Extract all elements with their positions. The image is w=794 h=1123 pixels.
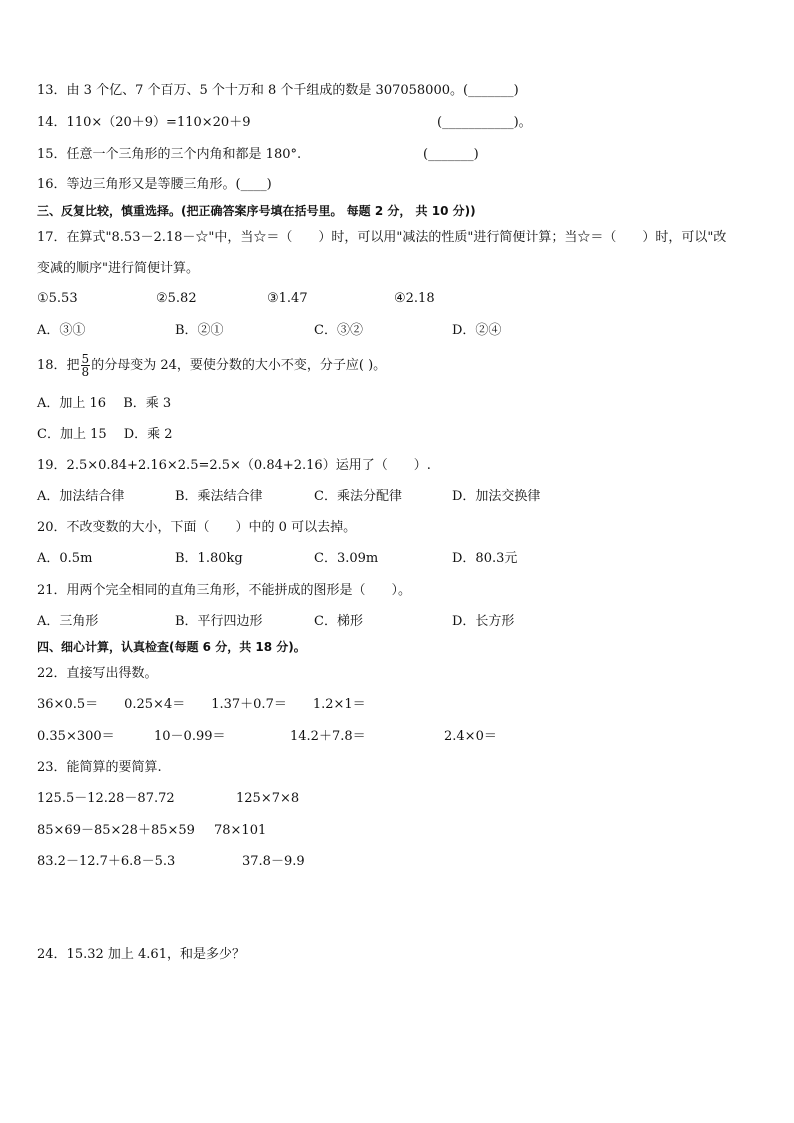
question-17-option-a[interactable]: A．③①: [37, 323, 86, 338]
question-18: [37, 353, 386, 379]
question-22: 22．直接写出得数。: [37, 666, 158, 681]
question-19-option-d[interactable]: D．加法交换律: [452, 489, 541, 504]
fraction-five-eighths: [81, 353, 91, 378]
question-17-item-3: ③1.47: [267, 291, 308, 306]
question-20-option-d[interactable]: D．80.3元: [452, 551, 518, 566]
question-14-answer-blank[interactable]: (___________)。: [437, 115, 532, 130]
question-23-expr-5: 83.2－12.7＋6.8－5.3: [37, 854, 176, 869]
question-24: 24．15.32 加上 4.61，和是多少？: [37, 947, 245, 962]
question-21-option-a[interactable]: A．三角形: [37, 614, 99, 629]
question-18-options-ab[interactable]: A．加上 16 B．乘 3: [37, 396, 172, 411]
question-17-item-1: ①5.53: [37, 291, 78, 306]
question-19-option-c[interactable]: C．乘法分配律: [314, 489, 402, 504]
section-3-heading: 三、反复比较，慎重选择。(把正确答案序号填在括号里。 每题 2 分， 共 10 分)): [37, 204, 476, 218]
question-17-option-d[interactable]: D．②④: [452, 323, 502, 338]
question-20-option-c[interactable]: C．3.09m: [314, 551, 379, 566]
question-17-item-2: ②5.82: [156, 291, 197, 306]
question-18-suffix: 的分母变为 24，要使分数的大小不变，分子应( )。: [91, 358, 387, 373]
question-21-option-b[interactable]: B．平行四边形: [175, 614, 263, 629]
question-22-row-1: 36×0.5＝ 0.25×4＝ 1.37＋0.7＝ 1.2×1＝: [37, 697, 366, 712]
question-17-line-1: 17．在算式"8.53－2.18－☆"中，当☆＝（ ）时，可以用"减法的性质"进行简便计算；当☆＝（ ）时，可以"改: [37, 230, 727, 245]
question-22-row-2-item-4: 2.4×0＝: [444, 729, 497, 744]
question-19: 19．2.5×0.84+2.16×2.5=2.5×（0.84+2.16）运用了（ ）.: [37, 458, 431, 473]
question-22-row-2-item-2: 10－0.99＝: [154, 729, 226, 744]
section-4-heading: 四、细心计算，认真检查(每题 6 分，共 18 分)。: [37, 640, 306, 654]
question-23-expr-4: 78×101: [214, 823, 267, 838]
question-15-answer-blank[interactable]: (_______): [423, 147, 479, 162]
fraction-denominator: 8: [81, 365, 90, 379]
question-23-expr-2: 125×7×8: [236, 791, 300, 806]
question-21: 21．用两个完全相同的直角三角形，不能拼成的图形是（ ）。: [37, 583, 412, 598]
question-23: 23．能简算的要简算.: [37, 760, 162, 775]
question-14: 14．110×（20＋9）=110×20＋9: [37, 115, 251, 130]
question-18-options-cd[interactable]: C．加上 15 D．乘 2: [37, 427, 173, 442]
question-22-row-2-item-3: 14.2＋7.8＝: [290, 729, 366, 744]
question-20: 20．不改变数的大小，下面（ ）中的 0 可以去掉。: [37, 520, 357, 535]
question-15: 15．任意一个三角形的三个内角和都是 180°.: [37, 147, 302, 162]
question-22-row-2-item-1: 0.35×300＝: [37, 729, 115, 744]
question-13: 13．由 3 个亿、7 个百万、5 个十万和 8 个千组成的数是 307058000。(_______): [37, 83, 519, 98]
question-16: 16．等边三角形又是等腰三角形。(____): [37, 177, 272, 192]
question-21-option-c[interactable]: C．梯形: [314, 614, 363, 629]
question-20-option-a[interactable]: A．0.5m: [37, 551, 93, 566]
question-17-line-2: 变减的顺序"进行简便计算。: [37, 261, 199, 276]
question-17-option-c[interactable]: C．③②: [314, 323, 363, 338]
question-21-option-d[interactable]: D．长方形: [452, 614, 515, 629]
question-19-option-a[interactable]: A．加法结合律: [37, 489, 125, 504]
question-23-expr-3: 85×69－85×28＋85×59: [37, 823, 195, 838]
question-20-option-b[interactable]: B．1.80kg: [175, 551, 243, 566]
fraction-numerator: 5: [81, 352, 90, 366]
question-23-expr-6: 37.8－9.9: [242, 854, 305, 869]
question-19-option-b[interactable]: B．乘法结合律: [175, 489, 263, 504]
question-23-expr-1: 125.5－12.28－87.72: [37, 791, 175, 806]
question-17-item-4: ④2.18: [394, 291, 435, 306]
question-17-option-b[interactable]: B．②①: [175, 323, 224, 338]
question-18-prefix: 18．把: [37, 358, 80, 373]
